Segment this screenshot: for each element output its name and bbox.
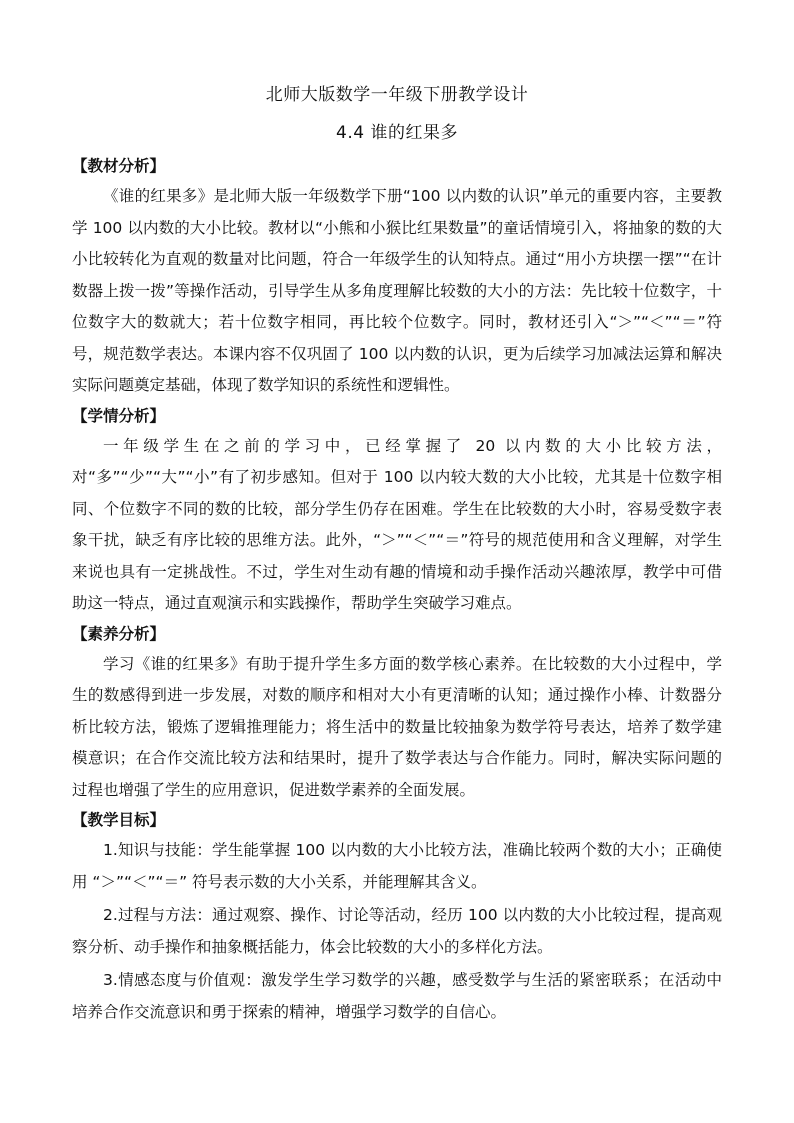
section-literacy bbox=[72, 620, 722, 807]
section-students bbox=[72, 402, 722, 620]
section-heading-students: 【学情分析】 bbox=[72, 406, 166, 425]
paragraph-literacy: 学习《谁的红果多》有助于提升学生多方面的数学核心素养。在比较数的大小过程中，学生的数感得到进一步发展，对数的顺序和相对大小有更清晰的认知；通过操作小棒、计数器分析比较方法，锻炼了逻辑推理能力；将生活中的数量比较抽象为数学符号表达，培养了数学建模意识；在合作交流比较方法和结果时，提升了数学表达与合作能力。同时，解决实际问题的过程也增强了学生的应用意识，促进数学素养的全面发展。 bbox=[72, 654, 722, 799]
paragraph-material: 《谁的红果多》是北师大版一年级数学下册“100 以内数的认识”单元的重要内容，主要教学 100 以内数的大小比较。教材以“小熊和小猴比红果数量”的童话情境引入，将抽象的数的大小比较转化为直观的数量对比问题，符合一年级学生的认知特点。通过“用小方块摆一摆”“在计数器上拨一拨”等操作活动，引导学生从多角度理解比较数的大小的方法：先比较十位数字，十位数字大的数就大；若十位数字相同，再比较个位数字。同时，教材还引入“＞”“＜”“＝”符号，规范数学表达。本课内容不仅巩固了 100 以内数的认识，更为后续学习加减法运算和解决实际问题奠定基础，体现了数学知识的系统性和逻辑性。 bbox=[72, 187, 722, 394]
section-material bbox=[72, 152, 722, 402]
section-heading-goals: 【教学目标】 bbox=[72, 811, 166, 829]
paragraph-students: 一年级学生在之前的学习中，已经掌握了 20 以内数的大小比较方法，对“多”“少”“大”“小”有了初步感知。但对于 100 以内较大数的大小比较，尤其是十位数字相同、个位数字不同的数的比较，部分学生仍存在困难。学生在比较数的大小时，容易受数字表象干扰，缺乏有序比较的思维方法。此外，“＞”“＜”“＝”符号的规范使用和含义理解，对学生来说也具有一定挑战性。不过，学生对生动有趣的情境和动手操作活动兴趣浓厚，教学中可借助这一特点，通过直观演示和实践操作，帮助学生突破学习难点。 bbox=[72, 436, 722, 612]
goal-item: 3.情感态度与价值观：激发学生学习数学的兴趣，感受数学与生活的紧密联系；在活动中培养合作交流意识和勇于探索的精神，增强学习数学的自信心。 bbox=[72, 971, 722, 1021]
goal-item: 2.过程与方法：通过观察、操作、讨论等活动，经历 100 以内数的大小比较过程，提高观察分析、动手操作和抽象概括能力，体会比较数的大小的多样化方法。 bbox=[72, 906, 722, 956]
goal-item: 1.知识与技能：学生能掌握 100 以内数的大小比较方法，准确比较两个数的大小；正确使用 “＞”“＜”“＝” 符号表示数的大小关系，并能理解其含义。 bbox=[72, 841, 722, 891]
lesson-title: 4.4 谁的红果多 bbox=[336, 123, 458, 143]
section-heading-material: 【教材分析】 bbox=[72, 157, 166, 175]
section-goals bbox=[72, 806, 722, 1028]
section-heading-literacy: 【素养分析】 bbox=[72, 624, 166, 643]
page-title: 北师大版数学一年级下册教学设计 bbox=[265, 85, 529, 105]
